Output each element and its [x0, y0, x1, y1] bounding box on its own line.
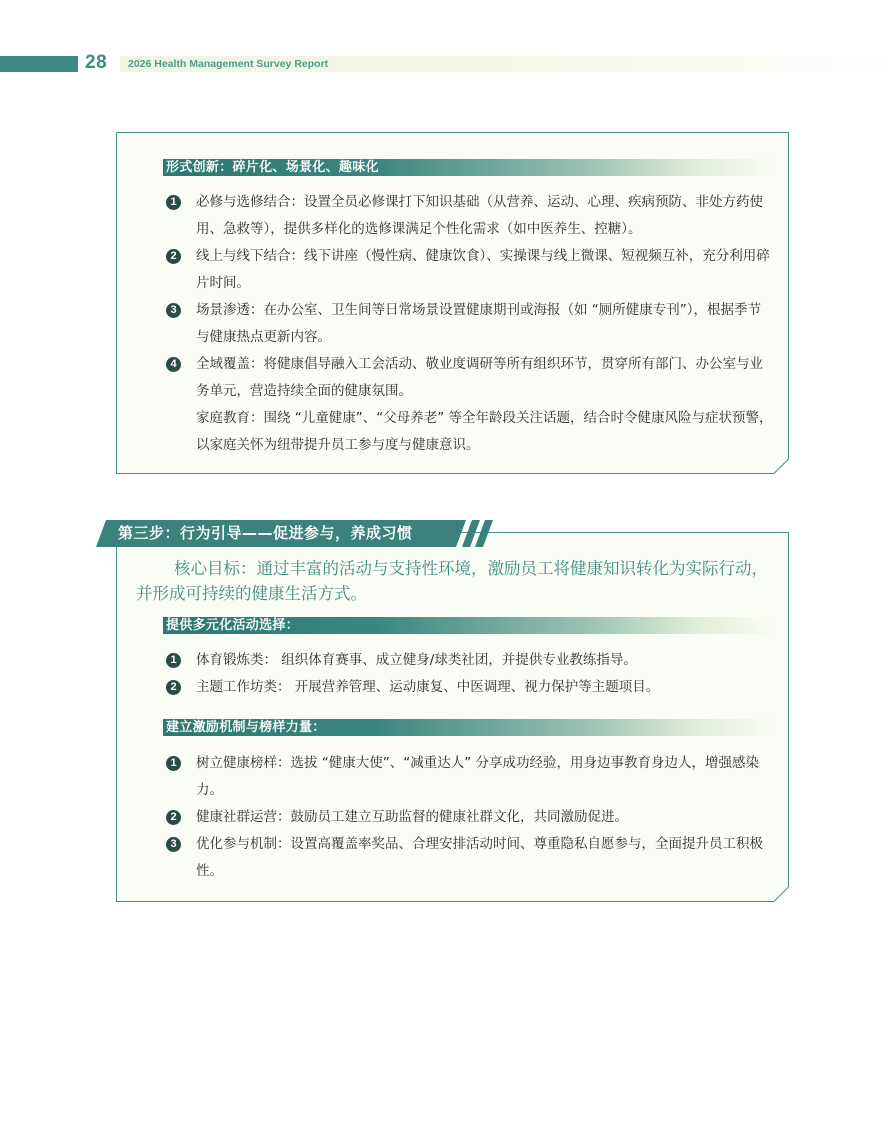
list-item-text: 健康社群运营：鼓励员工建立互助监督的健康社群文化，共同激励促进。: [196, 809, 628, 825]
list-item: [166, 243, 774, 297]
list-item-text: 体育锻炼类： 组织体育赛事、成立健身/球类社团，并提供专业教练指导。: [196, 652, 637, 668]
list-item: [166, 804, 774, 831]
section-subhead: 提供多元化活动选择：: [163, 617, 773, 634]
list-item: [166, 189, 774, 243]
list-item-text: 场景渗透：在办公室、卫生间等日常场景设置健康期刊或海报（如 “厕所健康专刊”），根据季节与健康热点更新内容。: [196, 302, 762, 345]
number-badge: 1: [166, 756, 181, 771]
format-innovation-box: [116, 132, 789, 474]
number-badge: 2: [166, 249, 181, 264]
page-number: 28: [85, 52, 108, 73]
list-item: [166, 674, 774, 701]
list-item-text: 家庭教育：围绕 “儿童健康”、“父母养老” 等全年龄段关注话题，结合时令健康风险与症状预警，以家庭关怀为纽带提升员工参与度与健康意识。: [196, 410, 773, 453]
core-goal: 核心目标：通过丰富的活动与支持性环境，激励员工将健康知识转化为实际行动，并形成可持续的健康生活方式。: [136, 559, 768, 603]
report-title: 2026 Health Management Survey Report: [128, 58, 329, 70]
step3-box: [116, 532, 789, 902]
step-banner: [96, 520, 496, 547]
number-badge: 2: [166, 810, 181, 825]
list-item-text: 线上与线下结合：线下讲座（慢性病、健康饮食）、实操课与线上微课、短视频互补，充分利用碎片时间。: [196, 248, 770, 291]
number-badge: 1: [166, 653, 181, 668]
number-badge: 1: [166, 195, 181, 210]
number-badge: 3: [166, 303, 181, 318]
section-subhead: 形式创新：碎片化、场景化、趣味化: [163, 159, 773, 176]
number-badge: 3: [166, 837, 181, 852]
header-accent-bar: [0, 56, 78, 72]
list-item: [166, 647, 774, 674]
list-item-extra: [166, 405, 774, 459]
step-banner-title: 第三步：行为引导——促进参与，养成习惯: [118, 524, 413, 542]
list-item-text: 必修与选修结合：设置全员必修课打下知识基础（从营养、运动、心理、疾病预防、非处方药使用、急救等），提供多样化的选修课满足个性化需求（如中医养生、控糖）。: [196, 194, 763, 237]
list-item: [166, 750, 774, 804]
section-subhead: 建立激励机制与榜样力量：: [163, 719, 773, 736]
number-badge: 2: [166, 680, 181, 695]
list-item-text: 主题工作坊类： 开展营养管理、运动康复、中医调理、视力保护等主题项目。: [196, 679, 660, 695]
list-item-text: 优化参与机制：设置高覆盖率奖品、合理安排活动时间、尊重隐私自愿参与，全面提升员工积极性。: [196, 836, 763, 879]
list-item-text: 全域覆盖：将健康倡导融入工会活动、敬业度调研等所有组织环节，贯穿所有部门、办公室与业务单元，营造持续全面的健康氛围。: [196, 356, 763, 399]
list-item: [166, 351, 774, 405]
list-item: [166, 297, 774, 351]
list-item-text: 树立健康榜样：选拔 “健康大使”、“减重达人” 分享成功经验，用身边事教育身边人，增强感染力。: [196, 755, 760, 798]
list-item: [166, 831, 774, 885]
number-badge: 4: [166, 357, 181, 372]
